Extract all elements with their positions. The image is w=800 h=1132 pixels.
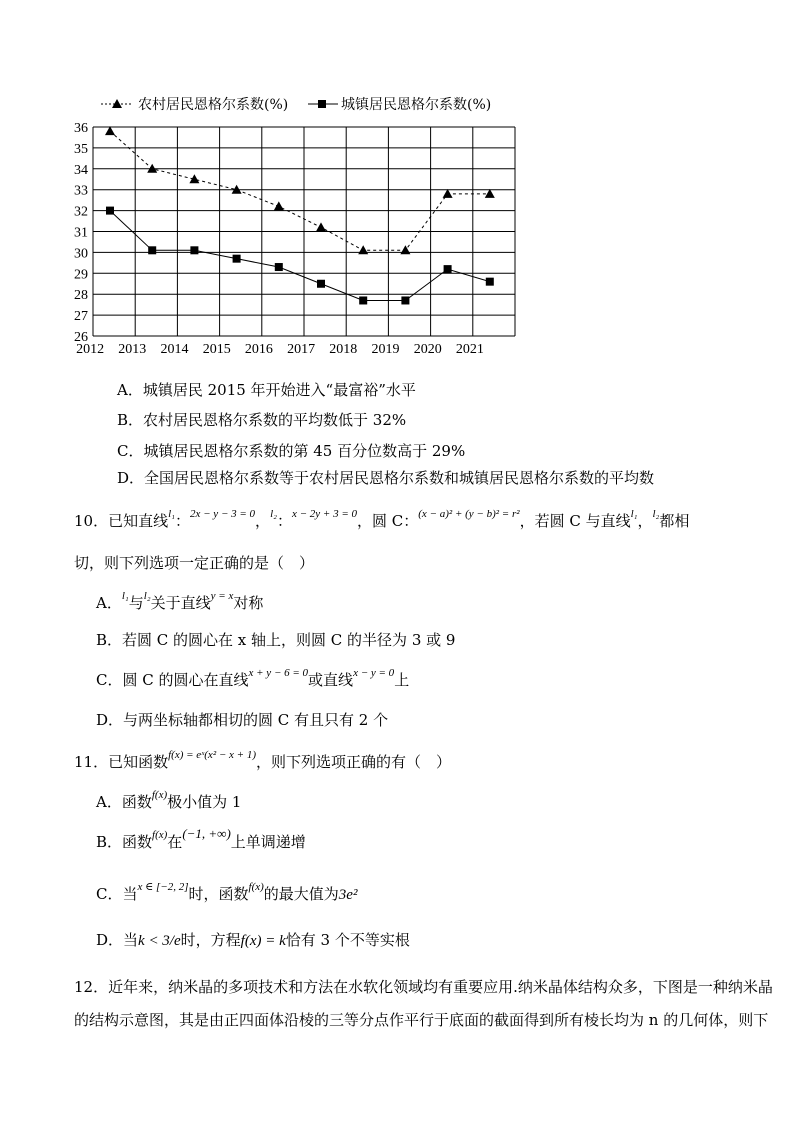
y-tick-label: 31 — [74, 225, 88, 241]
q9-option-a: A．城镇居民 2015 年开始进入“最富裕”水平 — [117, 381, 416, 399]
rural-point — [316, 222, 326, 231]
y-tick-label: 30 — [74, 246, 88, 262]
chart-legend — [101, 96, 491, 113]
x-tick-label: 2019 — [371, 342, 400, 357]
x-tick-label: 2017 — [287, 342, 316, 357]
q9-option-b: B．农村居民恩格尔系数的平均数低于 32% — [117, 411, 407, 429]
x-tick-label: 2018 — [329, 342, 358, 357]
urban-point — [106, 207, 114, 215]
y-tick-label: 32 — [74, 204, 88, 220]
circle-equation: (x − a)² + (y − b)² = r² — [418, 508, 520, 520]
y-tick-label: 26 — [74, 330, 88, 345]
x-tick-label: 2016 — [244, 342, 273, 357]
x-tick-label: 2014 — [160, 342, 189, 357]
q11-option-d: D．当k < 3/e时，方程f(x) = k恰有 3 个不等实根 — [96, 931, 410, 949]
rural-point — [443, 189, 453, 198]
l2-label-3: l₂ — [143, 590, 151, 602]
x-tick-label: 2021 — [455, 342, 484, 357]
q10-stem: 10．已知直线$^{l_1}$：$^{2x - y - 3 = 0}$，$^{l_2}$：$^{x - 2y + 3 = 0}$，圆 C：$^{(x - a)^2 + (y - b)^2 = r^2}$，若圆 C 与直线$^{l_1}$，$^{l_2}$都相 — [74, 508, 690, 530]
y-tick-label: 27 — [74, 309, 88, 325]
y-tick-label: 34 — [74, 162, 88, 178]
x-tick-label: 2020 — [413, 342, 442, 357]
legend-rural: 农村居民恩格尔系数(%) — [138, 97, 289, 113]
q10-option-c: C．圆 C 的圆心在直线$^{x + y - 6 = 0}$或直线$^{x - y = 0}$上 — [96, 667, 410, 689]
q11-option-c: C．当$^{x \in [-2, 2]}$时，函数$^{f(x)}$的最大值为3e² — [96, 881, 358, 903]
series-line-0 — [110, 131, 490, 250]
q10-option-a: A．$^{l_1}$与$^{l_2}$关于直线$^{y = x}$对称 — [96, 590, 264, 612]
q11-option-a: A．函数$^{f(x)}$极小值为 1 — [96, 789, 242, 811]
q9-option-c: C．城镇居民恩格尔系数的第 45 百分位数高于 29% — [117, 442, 466, 460]
x-tick-label: 2013 — [118, 342, 147, 357]
q10-suffix: ，若圆 C 与直线 — [519, 512, 631, 530]
y-tick-label: 35 — [74, 141, 88, 157]
rural-point — [400, 245, 410, 254]
line-eq-1: x + y − 6 = 0 — [248, 667, 309, 679]
rural-point — [358, 245, 368, 254]
series-line-1 — [110, 211, 490, 301]
q10-option-b: B．若圆 C 的圆心在 x 轴上，则圆 C 的半径为 3 或 9 — [96, 631, 456, 649]
x-tick-label: 2012 — [76, 342, 105, 357]
urban-point — [444, 265, 452, 273]
l2-equation: x − 2y + 3 = 0 — [291, 508, 358, 520]
q9-option-d: D．全国居民恩格尔系数等于农村居民恩格尔系数和城镇居民恩格尔系数的平均数 — [117, 469, 655, 487]
urban-point — [233, 255, 241, 263]
y-tick-label: 28 — [74, 288, 88, 304]
l2-label-2: l₂ — [652, 508, 660, 520]
engel-coefficient-chart — [0, 0, 800, 370]
urban-point — [317, 280, 325, 288]
chart-grid — [93, 127, 515, 336]
rural-point — [105, 126, 115, 135]
urban-point — [148, 246, 156, 254]
l1-label: l₁ — [168, 508, 175, 520]
q12-stem-line1: 12．近年来，纳米晶的多项技术和方法在水软化领域均有重要应用.纳米晶体结构众多，下图是一种纳米晶 — [74, 978, 773, 996]
y-tick-label: 29 — [74, 267, 88, 283]
urban-point — [275, 263, 283, 271]
rural-point — [485, 189, 495, 198]
q10-stem-line2: 切，则下列选项一定正确的是（ ） — [74, 554, 315, 572]
l1-equation: 2x − y − 3 = 0 — [190, 508, 256, 520]
rural-point — [274, 201, 284, 210]
legend-square-marker — [318, 100, 326, 108]
q10-end: 都相 — [659, 512, 690, 530]
q12-stem-line2: 的结构示意图，其是由正四面体沿棱的三等分点作平行于底面的截面得到所有棱长均为 n 的几何体，则下 — [74, 1011, 769, 1029]
q10-prefix: 10．已知直线 — [74, 512, 169, 530]
urban-point — [401, 296, 409, 304]
urban-point — [359, 296, 367, 304]
q11-stem: 11．已知函数$^{f(x) = eˣ(x^2 - x + 1)}$，则下列选项正确的有（ ） — [74, 749, 452, 771]
l2-label: l₂ — [270, 508, 277, 520]
chart-series — [105, 126, 495, 304]
q10-option-d: D．与两坐标轴都相切的圆 C 有且只有 2 个 — [96, 711, 389, 729]
function-def: f(x) = eˣ(x² − x + 1) — [168, 749, 257, 761]
q11-option-b: B．函数$^{f(x)}$在(−1, +∞)上单调递增 — [96, 826, 306, 851]
line-eq-2: x − y = 0 — [353, 667, 395, 679]
legend-urban: 城镇居民恩格尔系数(%) — [341, 97, 492, 113]
y-tick-label: 33 — [74, 183, 88, 199]
circle-label: ，圆 C： — [357, 512, 419, 530]
urban-point — [190, 246, 198, 254]
x-tick-label: 2015 — [202, 342, 231, 357]
l1-label-3: l₁ — [121, 590, 129, 602]
line-y-eq-x: y = x — [210, 590, 234, 602]
l1-label-2: l₁ — [630, 508, 638, 520]
urban-point — [486, 278, 494, 286]
y-tick-label: 36 — [74, 121, 88, 136]
